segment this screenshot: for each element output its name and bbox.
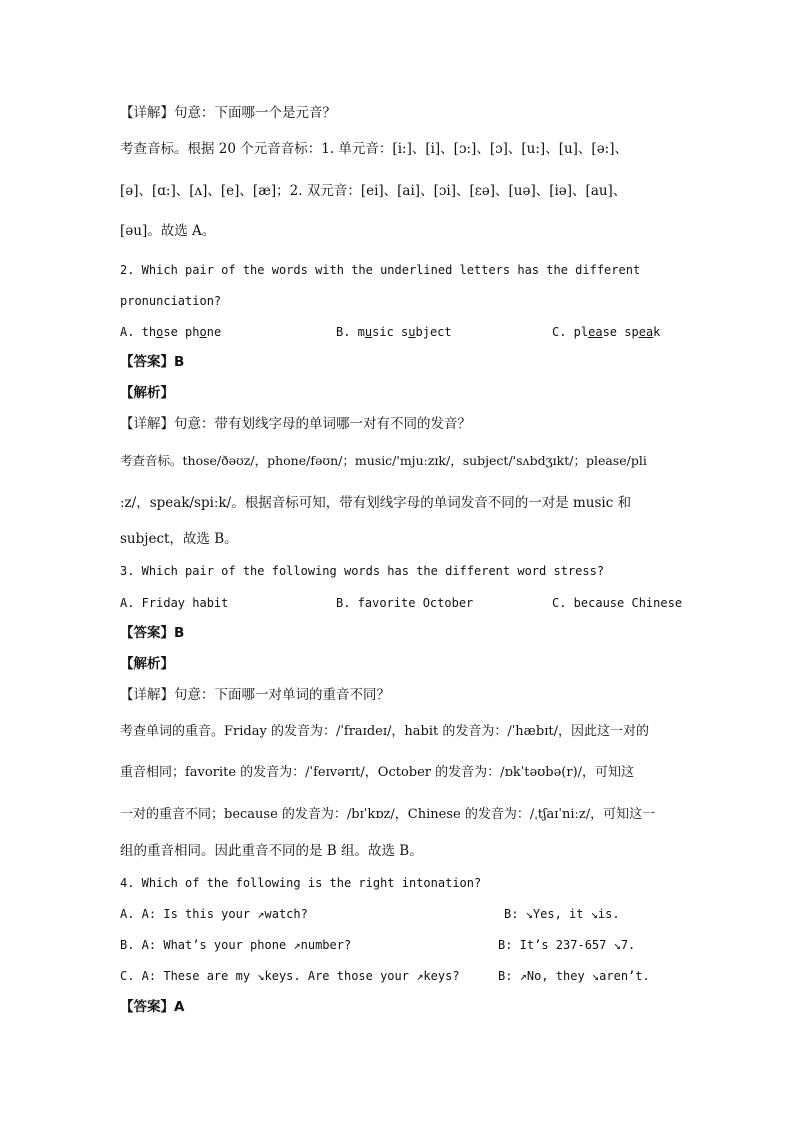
q1-explanation-line-3: [əu]。故选 A。	[120, 223, 216, 239]
q4-option-a-question: A. A: Is this your ↗watch?	[120, 907, 308, 921]
q1-detail: 【详解】句意：下面哪一个是元音？	[120, 105, 336, 121]
q3-explanation-line-2: 重音相同；favorite 的发音为：/ˈfeɪvərɪt/，October 的发音为：/ɒkˈtəʊbə(r)/，可知这	[120, 765, 635, 780]
q3-option-b: B. favorite October	[336, 596, 474, 610]
q4-option-c-question: C. A: These are my ↘keys. Are those your ↗keys?	[120, 969, 460, 983]
q2-explanation-line-3: subject，故选 B。	[120, 531, 238, 547]
q2-answer: 【答案】B	[120, 354, 185, 370]
q4-option-a-reply: B: ↘Yes, it ↘is.	[504, 907, 620, 921]
q4-answer: 【答案】A	[120, 999, 185, 1015]
q1-explanation-line-1: 考查音标。根据 20 个元音音标：1. 单元音：[i:]、[i]、[ɔ:]、[ɔ]、[u:]、[u]、[ə:]、	[120, 141, 628, 157]
q2-analysis-heading: 【解析】	[120, 385, 174, 401]
q1-explanation-line-2: [ə]、[ɑ:]、[ʌ]、[e]、[æ]；2. 双元音：[ei]、[ai]、[ɔi]、[εə]、[uə]、[iə]、[au]、	[120, 183, 627, 199]
q2-option-c: C. please speak	[552, 325, 661, 339]
q3-explanation-line-4: 组的重音相同。因此重音不同的是 B 组。故选 B。	[120, 843, 423, 859]
q4-stem: 4. Which of the following is the right intonation?	[120, 876, 482, 890]
q4-option-b-reply: B: It’s 237-657 ↘7.	[498, 938, 636, 952]
q3-stem: 3. Which pair of the following words has the different word stress?	[120, 564, 605, 578]
q3-option-a: A. Friday habit	[120, 596, 229, 610]
q2-stem-line-1: 2. Which pair of the words with the underlined letters has the different	[120, 263, 641, 277]
q3-analysis-heading: 【解析】	[120, 656, 174, 672]
q2-stem-line-2: pronunciation?	[120, 294, 222, 308]
q3-detail: 【详解】句意：下面哪一对单词的重音不同？	[120, 687, 390, 703]
q2-explanation-line-2: ːz/，speak/spiːk/。根据音标可知，带有划线字母的单词发音不同的一对是 music 和	[120, 495, 632, 511]
q4-option-b-question: B. A: What’s your phone ↗number?	[120, 938, 352, 952]
q2-detail: 【详解】句意：带有划线字母的单词哪一对有不同的发音？	[120, 416, 471, 432]
q2-explanation-line-1: 考查音标。those/ðəʊz/，phone/fəʊn/；music/'mjuːzɪk/，subject/'sʌbdʒɪkt/；please/pli	[120, 453, 647, 468]
q3-answer: 【答案】B	[120, 625, 185, 641]
q3-option-c: C. because Chinese	[552, 596, 683, 610]
q2-option-a: A. those phone	[120, 325, 222, 339]
q4-option-c-reply: B: ↗No, they ↘aren’t.	[498, 969, 650, 983]
q2-option-b: B. music subject	[336, 325, 452, 339]
q3-explanation-line-1: 考查单词的重音。Friday 的发音为：/ˈfraɪdeɪ/，habit 的发音为：/ˈhæbɪt/，因此这一对的	[120, 724, 649, 739]
q3-explanation-line-3: 一对的重音不同；because 的发音为：/bɪˈkɒz/，Chinese 的发音为：/ˌtʃaɪˈniːz/，可知这一	[120, 807, 656, 822]
